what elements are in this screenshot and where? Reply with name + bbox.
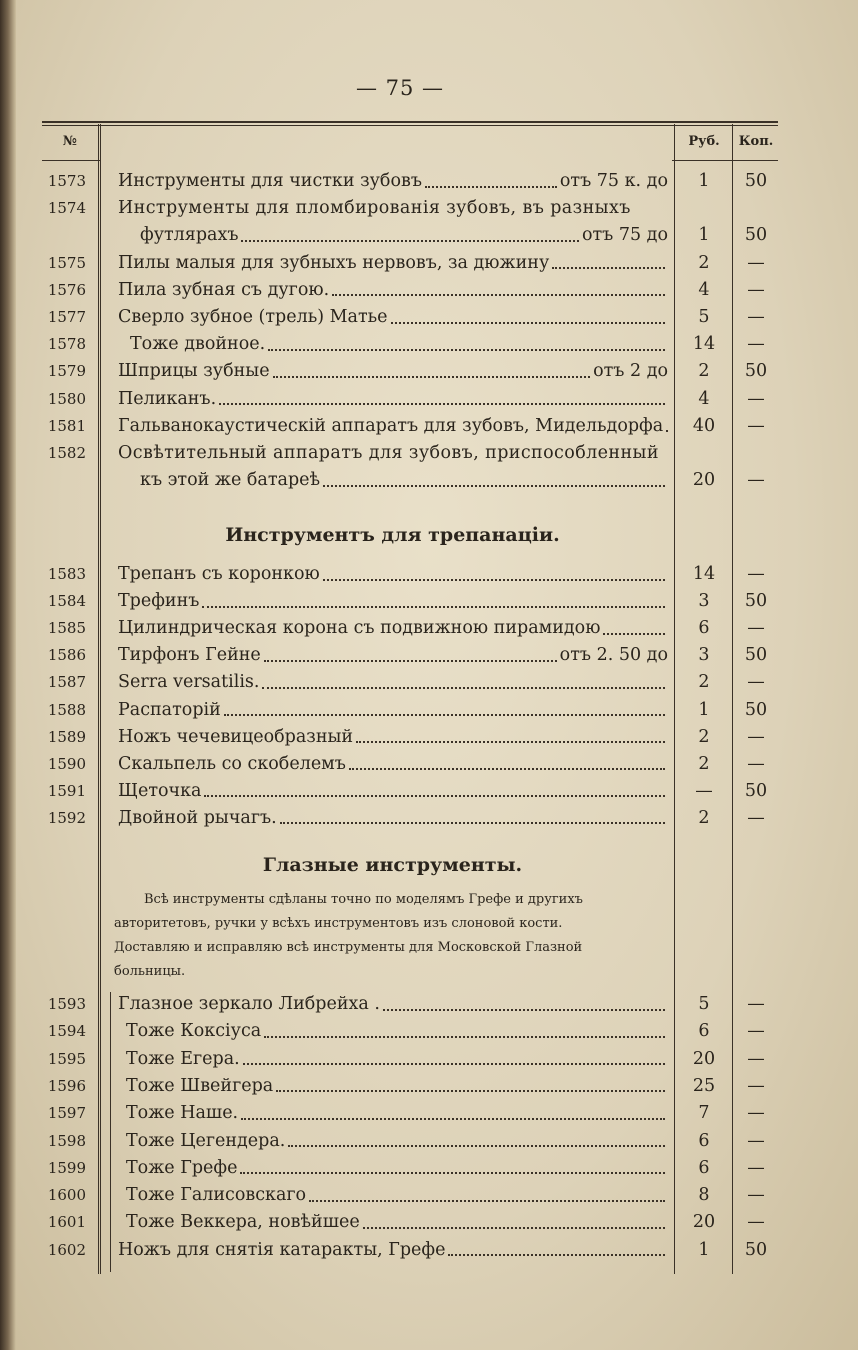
price-rubles: 7 (698, 1103, 710, 1124)
item-description (118, 751, 668, 778)
item-label: Тоже Грефе (126, 1157, 238, 1178)
item-number: 1584 (47, 592, 86, 611)
leader-dots (241, 239, 578, 242)
table-row (0, 1237, 858, 1264)
note-line: Доставляю и исправляю всѣ инструменты для Московской Глазной (114, 940, 583, 955)
table-row (0, 277, 858, 304)
leader-dots (383, 1008, 665, 1011)
column-header-kop: Коп. (738, 134, 774, 149)
price-rubles: — (695, 780, 713, 801)
table-row (0, 1209, 858, 1236)
leader-dots (391, 321, 665, 324)
price-kopecks: — (747, 470, 765, 491)
price-kopecks: — (747, 334, 765, 355)
item-description (118, 991, 668, 1018)
item-number: 1595 (47, 1049, 86, 1068)
table-row (0, 669, 858, 696)
table-row (0, 1046, 858, 1073)
section-title-trepanation: Инструментъ для трепанаціи. (225, 524, 560, 546)
table-row (0, 195, 858, 222)
column-header-rub: Руб. (688, 134, 720, 149)
leader-dots (241, 1117, 665, 1120)
price-kopecks: — (747, 279, 765, 300)
item-description (126, 1182, 668, 1209)
leader-dots (264, 659, 557, 662)
table-row (0, 304, 858, 331)
item-description (126, 1100, 668, 1127)
leader-dots (264, 1035, 665, 1038)
price-kopecks: 50 (744, 780, 768, 801)
item-description (118, 440, 668, 467)
price-kopecks: 50 (744, 699, 768, 720)
item-number: 1579 (47, 362, 86, 381)
price-rubles: 20 (692, 470, 716, 491)
item-description (140, 467, 668, 494)
price-rubles: 5 (698, 307, 710, 327)
leader-dots (356, 740, 665, 743)
table-row (0, 386, 858, 413)
price-kopecks: — (747, 252, 765, 273)
item-number: 1578 (47, 335, 86, 354)
leader-dots (288, 1144, 665, 1147)
table-row (0, 467, 858, 494)
item-description (118, 561, 668, 588)
table-top-rule (42, 121, 778, 123)
price-rubles: 40 (692, 415, 716, 436)
item-number: 1580 (47, 389, 86, 408)
item-label: Пилы малыя для зубныхъ нервовъ, за дюжину (118, 252, 550, 273)
price-rubles: 3 (698, 591, 710, 612)
eye-section-note (114, 888, 670, 984)
table-row (0, 751, 858, 778)
price-kopecks: 50 (744, 225, 768, 246)
price-rubles: 1 (698, 171, 710, 191)
leader-dots (224, 713, 665, 716)
price-rubles: 2 (698, 753, 710, 774)
item-description (118, 588, 668, 615)
table-row (0, 222, 858, 249)
item-number: 1589 (47, 727, 86, 746)
page-number: — 75 — (355, 76, 445, 100)
price-kopecks: 50 (744, 591, 768, 612)
item-number: 1591 (47, 781, 86, 800)
price-rubles: 2 (698, 252, 710, 273)
item-label: Инструменты для чистки зубовъ (118, 171, 422, 191)
price-rubles: 1 (698, 699, 710, 720)
price-kopecks: 50 (744, 645, 768, 666)
price-rubles: 2 (698, 361, 710, 382)
item-label: Ножъ чечевицеобразный (118, 726, 354, 747)
item-label: Тоже Галисовскаго (126, 1185, 307, 1206)
price-range: отъ 2. 50 до (559, 645, 668, 666)
price-rubles: 25 (692, 1075, 716, 1096)
item-number: 1594 (47, 1022, 86, 1041)
table-row (0, 250, 858, 277)
item-label: Гальванокаустическій аппаратъ для зубовъ, Мидельдорфа (118, 415, 664, 436)
price-kopecks: — (747, 1048, 765, 1069)
leader-dots (363, 1226, 665, 1229)
item-label: Тоже Наше. (126, 1103, 239, 1124)
item-number: 1574 (47, 199, 86, 218)
note-line: авторитетовъ, ручки у всѣхъ инструментовъ изъ слоновой кости. (114, 916, 563, 931)
item-number: 1577 (47, 308, 86, 326)
price-range: отъ 75 к. до (559, 171, 668, 191)
header-underline-price (672, 160, 778, 161)
table-row (0, 805, 858, 832)
item-number: 1587 (47, 673, 86, 692)
price-rubles: 6 (698, 1130, 710, 1151)
price-kopecks: — (747, 807, 765, 828)
price-rubles: 6 (698, 1157, 710, 1178)
item-description (126, 1018, 668, 1045)
price-rubles: 14 (692, 334, 716, 355)
leader-dots (273, 375, 591, 378)
item-label: Скальпель со скобелемъ (118, 753, 346, 774)
table-row (0, 1128, 858, 1155)
price-rubles: 3 (698, 645, 710, 666)
item-description (118, 168, 668, 195)
price-rubles: 8 (698, 1185, 710, 1206)
leader-dots (448, 1253, 665, 1256)
item-number: 1593 (47, 995, 86, 1013)
item-number: 1588 (47, 700, 86, 719)
item-description (118, 304, 668, 331)
price-range: отъ 2 до (593, 361, 668, 382)
item-description (118, 805, 668, 832)
table-row (0, 331, 858, 358)
table-row (0, 1018, 858, 1045)
item-label: футлярахъ (140, 225, 239, 246)
leader-dots (332, 293, 665, 296)
item-label: Щеточка (118, 780, 202, 801)
item-description (118, 615, 668, 642)
item-number: 1581 (47, 416, 86, 435)
price-rubles: 1 (698, 1239, 710, 1260)
item-description (118, 1237, 668, 1264)
item-number: 1585 (47, 619, 86, 638)
item-label: Глазное зеркало Либрейха . (118, 994, 380, 1014)
price-rubles: 4 (698, 279, 710, 300)
leader-dots (425, 185, 557, 188)
leader-dots (309, 1199, 665, 1202)
header-underline-num (42, 160, 100, 161)
price-kopecks: — (747, 618, 765, 639)
price-kopecks: — (747, 564, 765, 584)
item-label: къ этой же батареѣ (140, 470, 321, 491)
leader-dots (349, 767, 665, 770)
table-row (0, 615, 858, 642)
item-label: Тирфонъ Гейне (118, 645, 261, 666)
table-row (0, 642, 858, 669)
item-description (118, 642, 668, 669)
section-title-eye: Глазные инструменты. (262, 854, 523, 876)
item-number: 1596 (47, 1076, 86, 1095)
item-label: Тоже Егера. (126, 1048, 240, 1069)
table-row (0, 1155, 858, 1182)
table-row (0, 358, 858, 385)
table-row (0, 724, 858, 751)
item-description (118, 386, 668, 413)
item-label: Пила зубная съ дугою. (118, 279, 330, 300)
leader-dots (243, 1062, 665, 1065)
price-kopecks: — (747, 1157, 765, 1178)
column-header-num: № (62, 134, 78, 149)
price-rubles: 14 (692, 564, 716, 584)
price-kopecks: — (747, 1185, 765, 1206)
price-rubles: 2 (698, 807, 710, 828)
item-number: 1576 (47, 280, 86, 299)
item-number: 1575 (47, 253, 86, 272)
item-description (126, 1073, 668, 1100)
price-rubles: 6 (698, 618, 710, 639)
item-label: Шприцы зубные (118, 361, 270, 382)
item-label: Пеликанъ. (118, 388, 217, 409)
item-number: 1592 (47, 808, 86, 827)
table-row (0, 588, 858, 615)
table-row (0, 440, 858, 467)
price-kopecks: — (747, 1075, 765, 1096)
item-label: Тоже Швейгера (126, 1075, 274, 1096)
item-label: Serra versatilis. (118, 672, 260, 693)
item-number: 1573 (47, 172, 86, 190)
item-number: 1597 (47, 1104, 86, 1123)
item-description (118, 669, 668, 696)
item-number: 1582 (47, 444, 86, 462)
price-kopecks: — (747, 672, 765, 693)
item-label: Ножъ для снятія катаракты, Грефе (118, 1239, 446, 1260)
price-rubles: 2 (698, 672, 710, 693)
price-range: отъ 75 до (581, 225, 668, 246)
table-row (0, 1182, 858, 1209)
item-description (126, 1046, 668, 1073)
item-label: Освѣтительный аппаратъ для зубовъ, приспособленный (118, 443, 659, 463)
table-row (0, 168, 858, 195)
leader-dots (280, 821, 665, 824)
table-row (0, 561, 858, 588)
price-rubles: 6 (698, 1021, 710, 1042)
item-number: 1602 (47, 1240, 86, 1259)
price-kopecks: 50 (744, 1239, 768, 1260)
leader-dots (262, 686, 665, 689)
table-row (0, 413, 858, 440)
table-row (0, 697, 858, 724)
price-rubles: 20 (692, 1212, 716, 1233)
item-number: 1583 (47, 565, 86, 583)
item-description (118, 277, 668, 304)
item-label: Цилиндрическая корона съ подвижною пирамидою (118, 618, 601, 639)
item-label: Инструменты для пломбированія зубовъ, въ разныхъ (118, 198, 631, 219)
item-label: Сверло зубное (трель) Матье (118, 307, 388, 327)
leader-dots (323, 578, 665, 581)
item-number: 1600 (47, 1186, 86, 1205)
item-description (126, 1128, 668, 1155)
table-row (0, 778, 858, 805)
item-description (118, 195, 668, 222)
item-number: 1599 (47, 1158, 86, 1177)
table-row (0, 1073, 858, 1100)
leader-dots (666, 429, 668, 432)
item-label: Тоже Коксіуса (126, 1021, 262, 1042)
item-label: Тоже Веккера, новѣйшее (126, 1212, 360, 1233)
item-label: Тоже Цегендера. (126, 1130, 286, 1151)
item-description (118, 697, 668, 724)
item-number: 1598 (47, 1131, 86, 1150)
leader-dots (603, 632, 665, 635)
note-line: больницы. (114, 964, 186, 979)
price-rubles: 4 (698, 388, 710, 409)
item-number: 1601 (47, 1213, 86, 1232)
item-description (118, 250, 668, 277)
price-kopecks: — (747, 1212, 765, 1233)
price-kopecks: 50 (744, 171, 768, 191)
item-label: Трефинъ (118, 591, 200, 612)
item-description (118, 778, 668, 805)
price-rubles: 2 (698, 726, 710, 747)
item-number: 1590 (47, 754, 86, 773)
price-rubles: 20 (692, 1048, 716, 1069)
item-label: Распаторій (118, 699, 221, 720)
item-description (118, 358, 668, 385)
leader-dots (240, 1171, 665, 1174)
item-number: 1586 (47, 646, 86, 665)
item-label: Трепанъ съ коронкою (118, 564, 320, 584)
price-kopecks: — (747, 1021, 765, 1042)
leader-dots (323, 484, 665, 487)
leader-dots (268, 348, 665, 351)
table-row (0, 1100, 858, 1127)
leader-dots (552, 266, 665, 269)
note-line: Всѣ инструменты сдѣланы точно по моделямъ Грефе и другихъ (144, 892, 583, 907)
item-label: Тоже двойное. (130, 334, 266, 355)
leader-dots (204, 794, 665, 797)
item-description (126, 1209, 668, 1236)
item-description (130, 331, 668, 358)
price-kopecks: — (747, 415, 765, 436)
price-rubles: 5 (698, 994, 710, 1014)
table-top-rule-thin (42, 125, 778, 126)
item-label: Двойной рычагъ. (118, 807, 277, 828)
item-description (140, 222, 668, 249)
leader-dots (202, 605, 665, 608)
price-kopecks: — (747, 1130, 765, 1151)
item-description (118, 724, 668, 751)
table-row (0, 991, 858, 1018)
price-kopecks: — (747, 1103, 765, 1124)
price-kopecks: — (747, 994, 765, 1014)
leader-dots (219, 402, 665, 405)
price-kopecks: 50 (744, 361, 768, 382)
price-rubles: 1 (698, 225, 710, 246)
item-description (126, 1155, 668, 1182)
leader-dots (276, 1089, 665, 1092)
item-description (118, 413, 668, 440)
price-kopecks: — (747, 726, 765, 747)
price-kopecks: — (747, 753, 765, 774)
price-kopecks: — (747, 307, 765, 327)
price-kopecks: — (747, 388, 765, 409)
